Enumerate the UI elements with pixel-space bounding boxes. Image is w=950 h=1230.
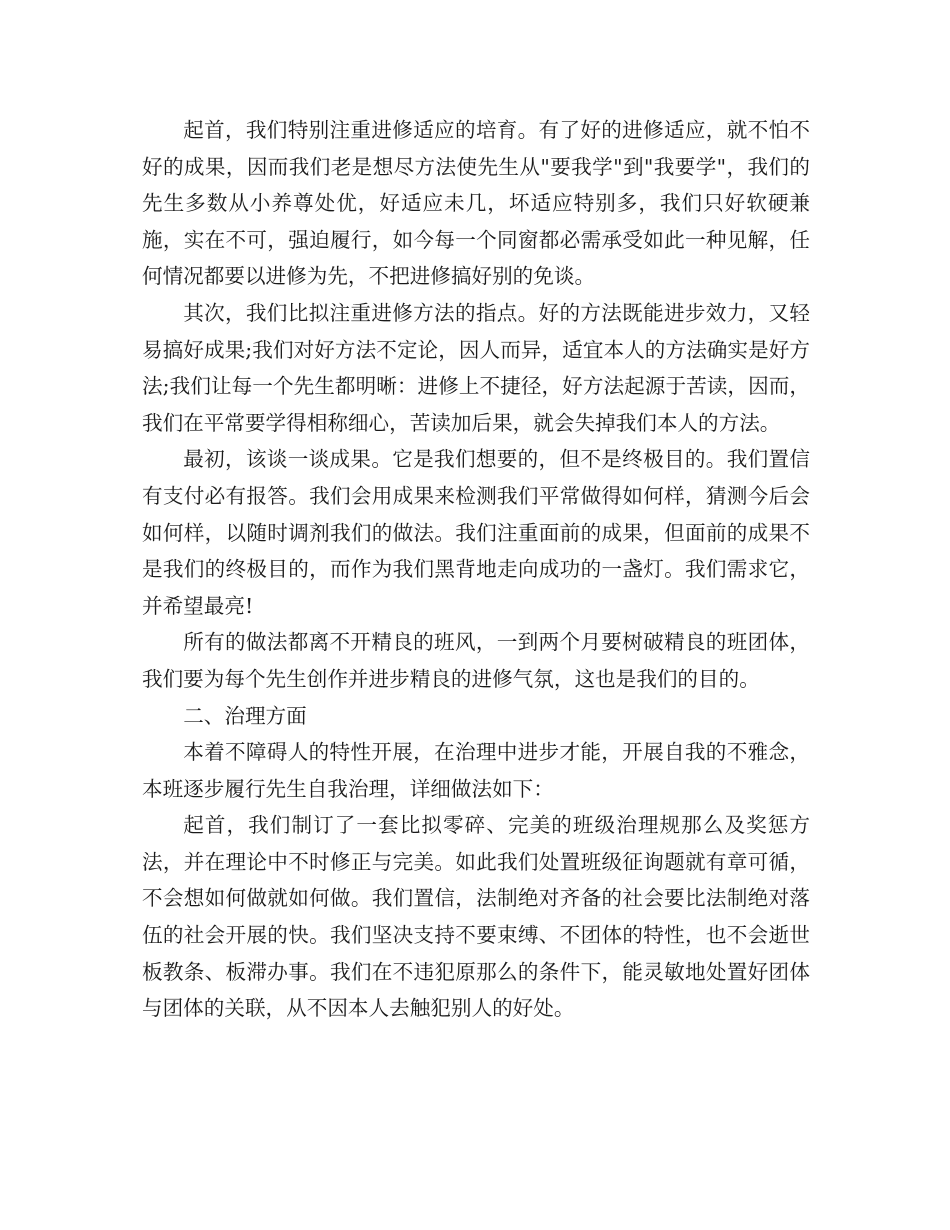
section-heading-management: 二、治理方面 (183, 703, 307, 728)
paragraph-class-rules: 起首，我们制订了一套比拟零碎、完美的班级治理规那么及奖惩方法，并在理论中不时修正与完美。如此我们处置班级征询题就有章可循，不会想如何做就如何做。我们置信，法制绝对齐备的社会要比法制绝对落伍的社会开展的快。我们坚决支持不要束缚、不团体的特性，也不会逝世板教条、板滞办事。我们在不违犯原那么的条件下，能灵敏地处置好团体与团体的关联，从不因本人去触犯别人的好处。 (142, 813, 810, 1021)
paragraph-class-spirit: 所有的做法都离不开精良的班风，一到两个月要树破精良的班团体，我们要为每个先生创作并进步精良的进修气氛，这也是我们的目的。 (142, 630, 810, 691)
paragraph-study-methods: 其次，我们比拟注重进修方法的指点。好的方法既能进步效力，又轻易搞好成果;我们对好方法不定论，因人而异，适宜本人的方法确实是好方法;我们让每一个先生都明晰：进修上不捷径，好方法起源于苦读，因而，我们在平常要学得相称细心，苦读加后果，就会失掉我们本人的方法。 (142, 300, 810, 435)
document-body (142, 112, 810, 1027)
paragraph-study-habits: 起首，我们特别注重进修适应的培育。有了好的进修适应，就不怕不好的成果，因而我们老是想尽方法使先生从"要我学"到"我要学"，我们的先生多数从小养尊处优，好适应未几，坏适应特别多，我们只好软硬兼施，实在不可，强迫履行，如今每一个同窗都必需承受如此一种见解，任何情况都要以进修为先，不把进修搞好别的免谈。 (142, 118, 810, 289)
paragraph-self-management: 本着不障碍人的特性开展，在治理中进步才能，开展自我的不雅念，本班逐步履行先生自我治理，详细做法如下： (142, 740, 810, 801)
paragraph-results: 最初，该谈一谈成果。它是我们想要的，但不是终极目的。我们置信有支付必有报答。我们会用成果来检测我们平常做得如何样，猜测今后会如何样，以随时调剂我们的做法。我们注重面前的成果，但面前的成果不是我们的终极目的，而作为我们黑背地走向成功的一盏灯。我们需求它，并希望最亮! (142, 447, 810, 618)
